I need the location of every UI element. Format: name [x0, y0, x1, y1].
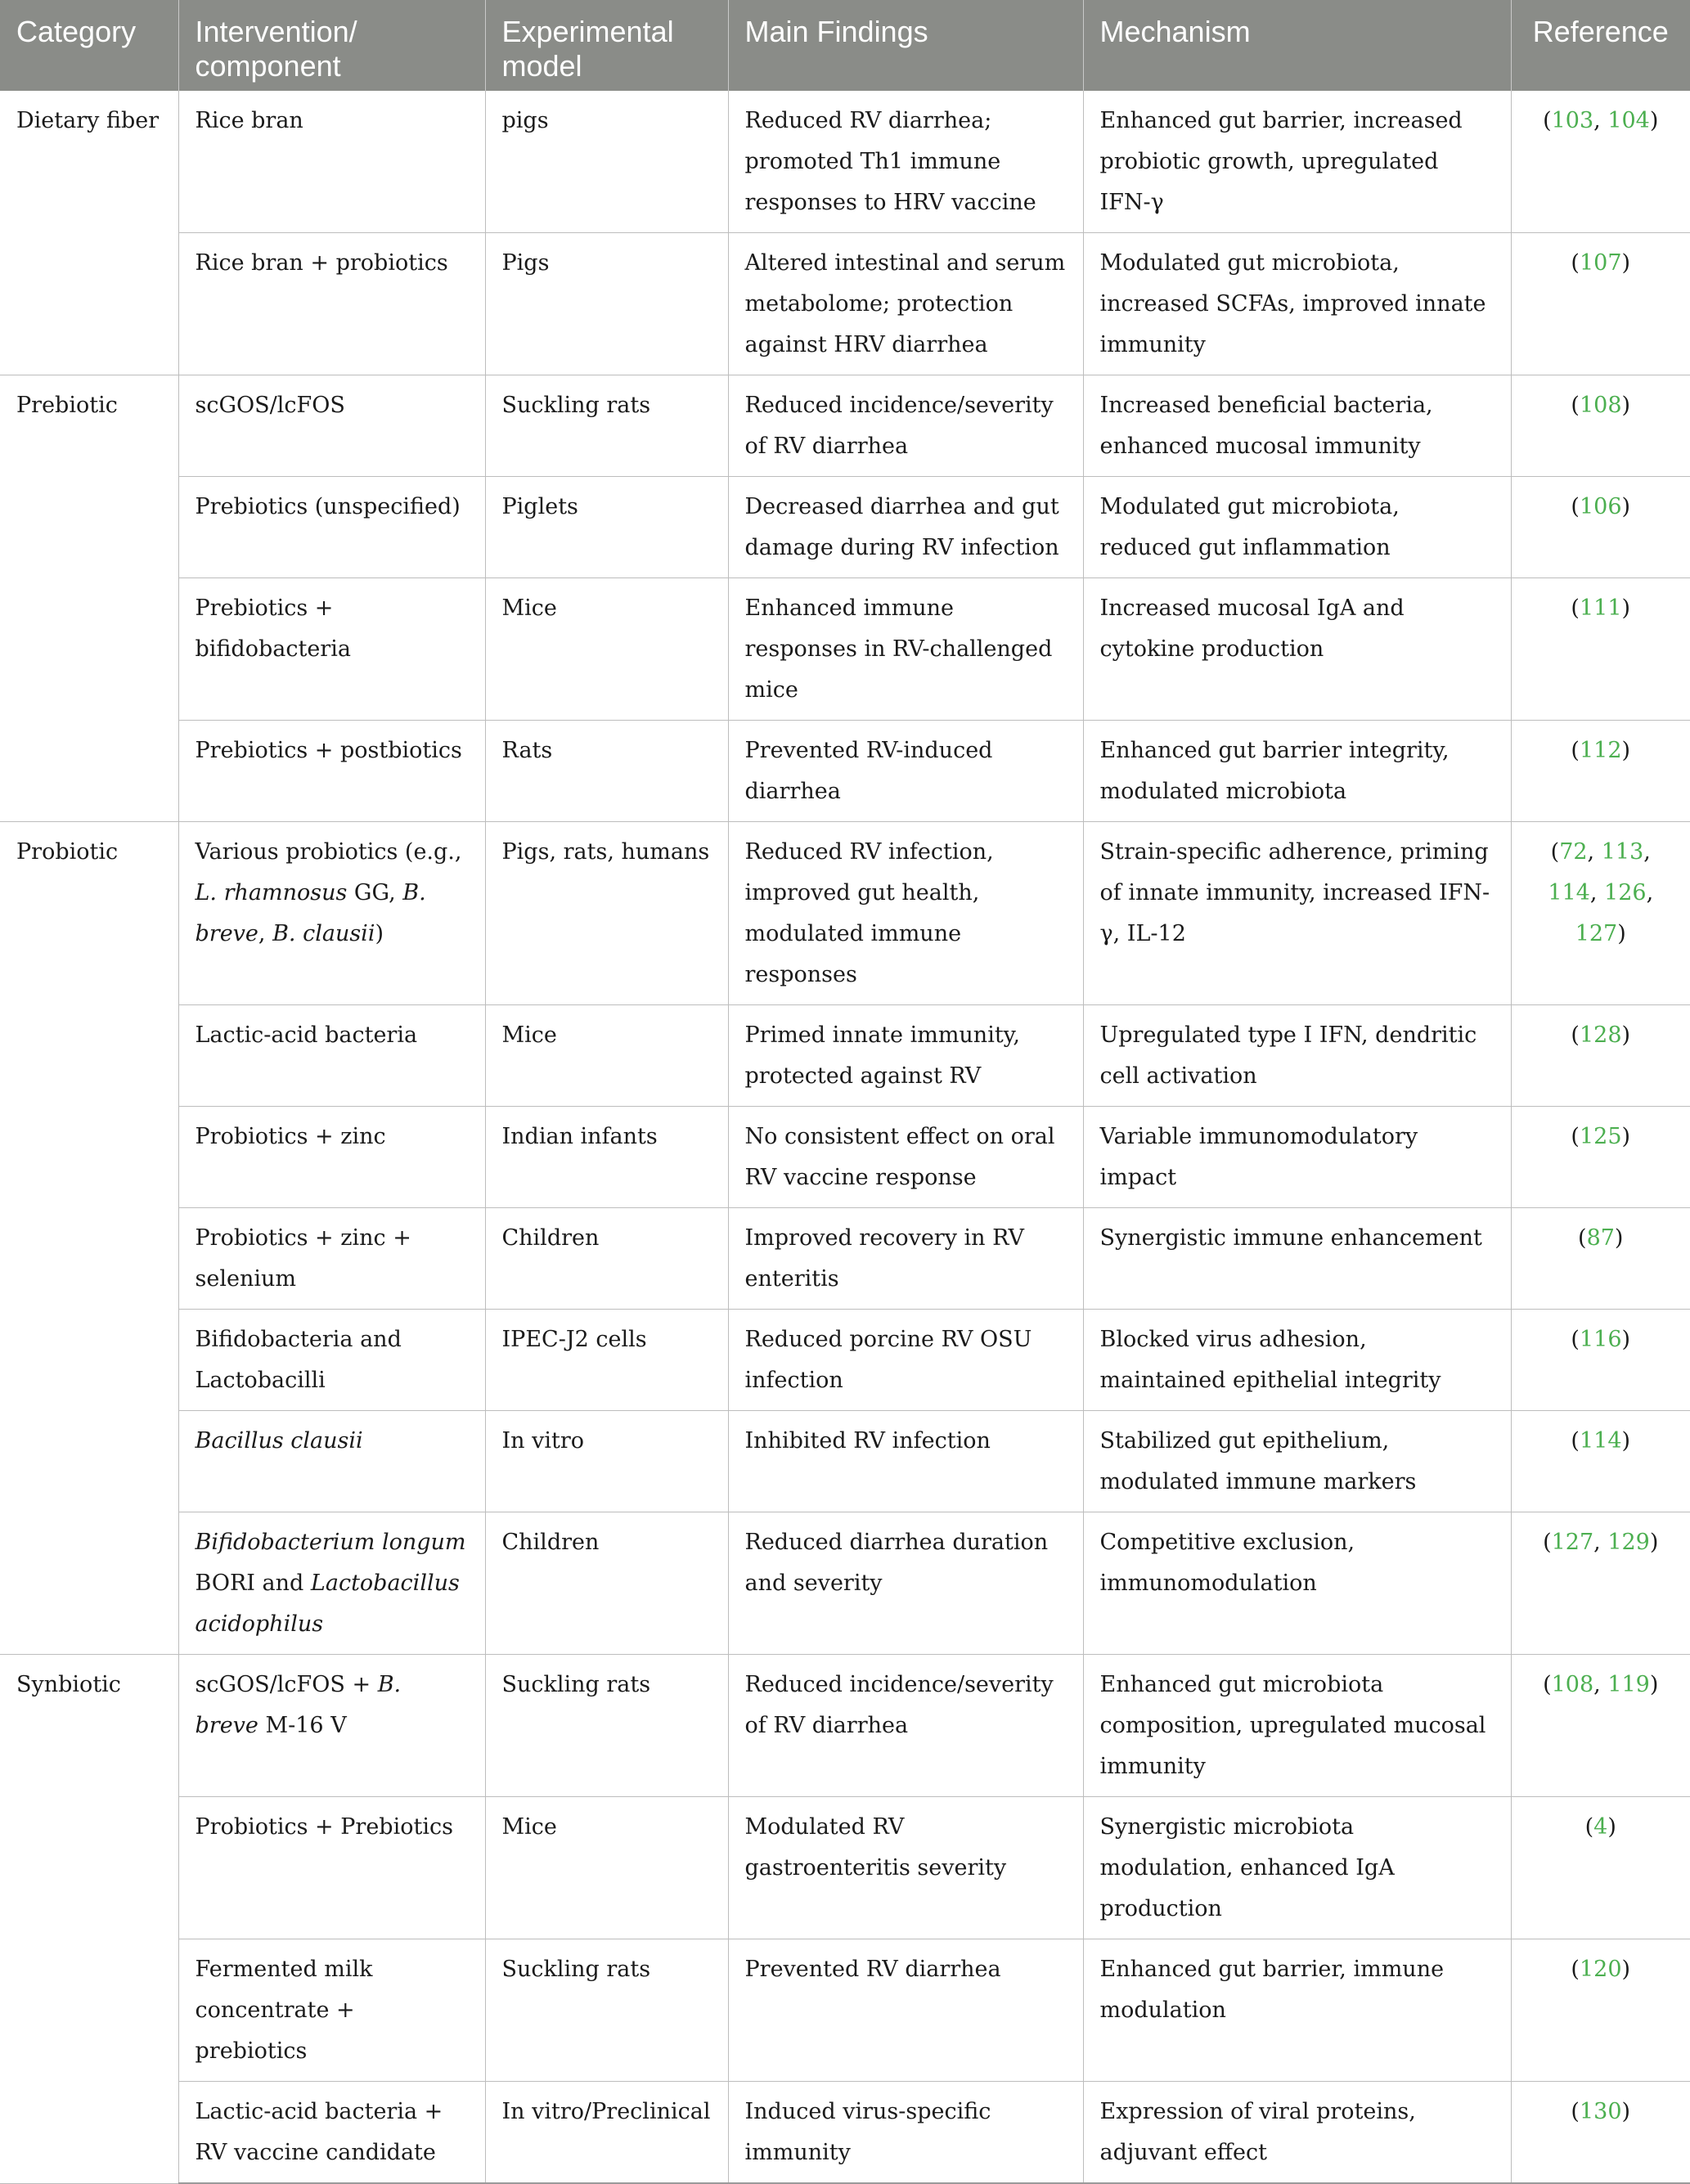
- intervention-cell: [178, 477, 485, 578]
- intervention-text: Prebiotics + postbiotics: [195, 738, 462, 763]
- intervention-cell: [178, 1005, 485, 1107]
- species-name: L. rhamnosus: [195, 880, 348, 906]
- reference-link[interactable]: 108: [1579, 393, 1622, 418]
- reference-link[interactable]: 114: [1548, 880, 1590, 906]
- intervention-cell: [178, 822, 485, 1005]
- findings-cell: Modulated RV gastroenteritis severity: [728, 1797, 1083, 1939]
- model-cell: Suckling rats: [485, 375, 728, 477]
- findings-cell: Reduced RV diarrhea; promoted Th1 immune responses to HRV vaccine: [728, 91, 1083, 233]
- intervention-cell: [178, 1411, 485, 1512]
- intervention-text: Fermented milk concentrate + prebiotics: [195, 1957, 373, 2064]
- header-model: Experimental model: [485, 0, 728, 91]
- category-cell: Synbiotic: [0, 1655, 178, 2184]
- intervention-cell: [178, 233, 485, 375]
- table-row: [0, 1512, 1690, 1655]
- table-row: [0, 1655, 1690, 1797]
- model-cell: Pigs, rats, humans: [485, 822, 728, 1005]
- reference-cell: (125): [1511, 1107, 1690, 1208]
- model-cell: pigs: [485, 91, 728, 233]
- reference-cell: (130): [1511, 2082, 1690, 2184]
- intervention-text: BORI and: [195, 1571, 311, 1596]
- reference-cell: (108): [1511, 375, 1690, 477]
- findings-cell: Reduced incidence/severity of RV diarrhea: [728, 1655, 1083, 1797]
- intervention-text: scGOS/lcFOS: [195, 393, 345, 418]
- species-name: Bacillus clausii: [195, 1428, 363, 1454]
- reference-cell: (114): [1511, 1411, 1690, 1512]
- reference-link[interactable]: 127: [1575, 921, 1618, 946]
- mechanism-cell: Upregulated type I IFN, dendritic cell activation: [1083, 1005, 1511, 1107]
- header-category: Category: [0, 0, 178, 91]
- intervention-text: GG,: [347, 880, 403, 906]
- category-cell: Dietary fiber: [0, 91, 178, 375]
- findings-cell: Reduced incidence/severity of RV diarrhea: [728, 375, 1083, 477]
- intervention-cell: [178, 375, 485, 477]
- reference-cell: (112): [1511, 721, 1690, 822]
- intervention-cell: [178, 721, 485, 822]
- model-cell: Suckling rats: [485, 1939, 728, 2082]
- mechanism-cell: Increased beneficial bacteria, enhanced mucosal immunity: [1083, 375, 1511, 477]
- intervention-text: Lactic-acid bacteria: [195, 1022, 418, 1048]
- findings-cell: Altered intestinal and serum metabolome; protection against HRV diarrhea: [728, 233, 1083, 375]
- findings-cell: Reduced porcine RV OSU infection: [728, 1310, 1083, 1411]
- mechanism-cell: Blocked virus adhesion, maintained epithelial integrity: [1083, 1310, 1511, 1411]
- category-cell: Prebiotic: [0, 375, 178, 822]
- intervention-cell: [178, 2082, 485, 2184]
- reference-link[interactable]: 112: [1579, 738, 1622, 763]
- mechanism-cell: Expression of viral proteins, adjuvant effect: [1083, 2082, 1511, 2184]
- intervention-text: ,: [258, 921, 273, 946]
- reference-link[interactable]: 103: [1551, 108, 1594, 133]
- table-row: [0, 91, 1690, 233]
- reference-cell: (116): [1511, 1310, 1690, 1411]
- mechanism-cell: Synergistic microbiota modulation, enhanced IgA production: [1083, 1797, 1511, 1939]
- header-findings: Main Findings: [728, 0, 1083, 91]
- findings-cell: Reduced RV infection, improved gut health, modulated immune responses: [728, 822, 1083, 1005]
- intervention-text: Probiotics + Prebiotics: [195, 1814, 453, 1840]
- intervention-text: Various probiotics (e.g.,: [195, 839, 462, 865]
- intervention-text: Probiotics + zinc + selenium: [195, 1225, 411, 1292]
- reference-link[interactable]: 107: [1579, 250, 1622, 276]
- mechanism-cell: Enhanced gut barrier integrity, modulated microbiota: [1083, 721, 1511, 822]
- model-cell: In vitro: [485, 1411, 728, 1512]
- intervention-cell: [178, 1512, 485, 1655]
- findings-cell: Prevented RV diarrhea: [728, 1939, 1083, 2082]
- findings-cell: Induced virus-specific immunity: [728, 2082, 1083, 2184]
- table-row: [0, 477, 1690, 578]
- intervention-text: scGOS/lcFOS +: [195, 1672, 378, 1697]
- intervention-cell: [178, 1655, 485, 1797]
- model-cell: Rats: [485, 721, 728, 822]
- model-cell: IPEC-J2 cells: [485, 1310, 728, 1411]
- mechanism-cell: Enhanced gut barrier, increased probiotic growth, upregulated IFN-γ: [1083, 91, 1511, 233]
- mechanism-cell: Enhanced gut barrier, immune modulation: [1083, 1939, 1511, 2082]
- reference-link[interactable]: 130: [1579, 2099, 1622, 2124]
- table-row: [0, 578, 1690, 721]
- intervention-cell: [178, 578, 485, 721]
- intervention-cell: [178, 1107, 485, 1208]
- reference-cell: (111): [1511, 578, 1690, 721]
- intervention-cell: [178, 1310, 485, 1411]
- reference-link[interactable]: 113: [1601, 839, 1644, 865]
- findings-cell: Enhanced immune responses in RV-challenged mice: [728, 578, 1083, 721]
- table-row: [0, 721, 1690, 822]
- header-intervention: Intervention/ component: [178, 0, 485, 91]
- table-row: [0, 233, 1690, 375]
- reference-link[interactable]: 4: [1593, 1814, 1608, 1840]
- reference-cell: (87): [1511, 1208, 1690, 1310]
- reference-cell: (107): [1511, 233, 1690, 375]
- reference-cell: (120): [1511, 1939, 1690, 2082]
- reference-link[interactable]: 116: [1579, 1327, 1622, 1352]
- reference-link[interactable]: 114: [1579, 1428, 1622, 1454]
- model-cell: Piglets: [485, 477, 728, 578]
- mechanism-cell: Variable immunomodulatory impact: [1083, 1107, 1511, 1208]
- header-row: [0, 0, 1690, 91]
- table-row: [0, 1107, 1690, 1208]
- model-cell: Suckling rats: [485, 1655, 728, 1797]
- table-row: [0, 2082, 1690, 2184]
- reference-link[interactable]: 87: [1586, 1225, 1615, 1251]
- reference-cell: (108, 119): [1511, 1655, 1690, 1797]
- reference-link[interactable]: 72: [1559, 839, 1588, 865]
- mechanism-cell: Stabilized gut epithelium, modulated immune markers: [1083, 1411, 1511, 1512]
- intervention-text: Lactic-acid bacteria + RV vaccine candidate: [195, 2099, 443, 2165]
- model-cell: Mice: [485, 1797, 728, 1939]
- mechanism-cell: Enhanced gut microbiota composition, upregulated mucosal immunity: [1083, 1655, 1511, 1797]
- species-name: B. breve: [195, 880, 426, 946]
- intervention-cell: [178, 1939, 485, 2082]
- table-row: [0, 1208, 1690, 1310]
- category-cell: Probiotic: [0, 822, 178, 1655]
- table-row: [0, 1939, 1690, 2082]
- reference-cell: (106): [1511, 477, 1690, 578]
- reference-link[interactable]: 119: [1607, 1672, 1650, 1697]
- table-row: [0, 375, 1690, 477]
- reference-link[interactable]: 106: [1579, 494, 1622, 519]
- reference-cell: (128): [1511, 1005, 1690, 1107]
- findings-cell: Inhibited RV infection: [728, 1411, 1083, 1512]
- findings-cell: Decreased diarrhea and gut damage during RV infection: [728, 477, 1083, 578]
- intervention-text: ): [375, 921, 384, 946]
- findings-cell: Improved recovery in RV enteritis: [728, 1208, 1083, 1310]
- model-cell: In vitro/Preclinical: [485, 2082, 728, 2184]
- findings-cell: Reduced diarrhea duration and severity: [728, 1512, 1083, 1655]
- mechanism-cell: Strain-specific adherence, priming of innate immunity, increased IFN-γ, IL-12: [1083, 822, 1511, 1005]
- model-cell: Children: [485, 1512, 728, 1655]
- reference-cell: (127, 129): [1511, 1512, 1690, 1655]
- species-name: Lactobacillus acidophilus: [195, 1571, 460, 1637]
- species-name: Bifidobacterium longum: [195, 1530, 466, 1555]
- reference-cell: (72, 113, 114, 126, 127): [1511, 822, 1690, 1005]
- mechanism-cell: Increased mucosal IgA and cytokine production: [1083, 578, 1511, 721]
- model-cell: Children: [485, 1208, 728, 1310]
- reference-link[interactable]: 111: [1579, 595, 1622, 621]
- model-cell: Pigs: [485, 233, 728, 375]
- intervention-cell: [178, 1797, 485, 1939]
- table-row: [0, 1005, 1690, 1107]
- reference-cell: (4): [1511, 1797, 1690, 1939]
- reference-link[interactable]: 126: [1604, 880, 1647, 906]
- intervention-text: Bifidobacteria and Lactobacilli: [195, 1327, 402, 1393]
- intervention-text: Prebiotics + bifidobacteria: [195, 595, 351, 662]
- intervention-cell: [178, 1208, 485, 1310]
- table-row: [0, 822, 1690, 1005]
- reference-link[interactable]: 104: [1607, 108, 1650, 133]
- intervention-text: Rice bran: [195, 108, 303, 133]
- header-reference: Reference: [1532, 15, 1669, 48]
- reference-cell: (103, 104): [1511, 91, 1690, 233]
- findings-cell: Prevented RV-induced diarrhea: [728, 721, 1083, 822]
- model-cell: Mice: [485, 578, 728, 721]
- model-cell: Indian infants: [485, 1107, 728, 1208]
- intervention-text: Probiotics + zinc: [195, 1124, 386, 1149]
- reference-link[interactable]: 120: [1579, 1957, 1622, 1982]
- intervention-text: Rice bran + probiotics: [195, 250, 448, 276]
- reference-link[interactable]: 125: [1579, 1124, 1622, 1149]
- findings-cell: No consistent effect on oral RV vaccine response: [728, 1107, 1083, 1208]
- table-row: [0, 1411, 1690, 1512]
- reference-link[interactable]: 108: [1551, 1672, 1594, 1697]
- reference-link[interactable]: 129: [1607, 1530, 1650, 1555]
- species-name: B. breve: [195, 1672, 402, 1738]
- model-cell: Mice: [485, 1005, 728, 1107]
- intervention-text: M-16 V: [258, 1713, 347, 1738]
- mechanism-cell: Modulated gut microbiota, reduced gut inflammation: [1083, 477, 1511, 578]
- mechanism-cell: Synergistic immune enhancement: [1083, 1208, 1511, 1310]
- reference-link[interactable]: 127: [1551, 1530, 1594, 1555]
- table-row: [0, 1797, 1690, 1939]
- reference-link[interactable]: 128: [1579, 1022, 1622, 1048]
- mechanism-cell: Competitive exclusion, immunomodulation: [1083, 1512, 1511, 1655]
- table-body: [0, 91, 1690, 2183]
- intervention-cell: [178, 91, 485, 233]
- findings-cell: Primed innate immunity, protected against RV: [728, 1005, 1083, 1107]
- species-name: B. clausii: [272, 921, 375, 946]
- mechanism-cell: Modulated gut microbiota, increased SCFAs, improved innate immunity: [1083, 233, 1511, 375]
- table-row: [0, 1310, 1690, 1411]
- intervention-text: Prebiotics (unspecified): [195, 494, 461, 519]
- header-mechanism: Mechanism: [1083, 0, 1511, 91]
